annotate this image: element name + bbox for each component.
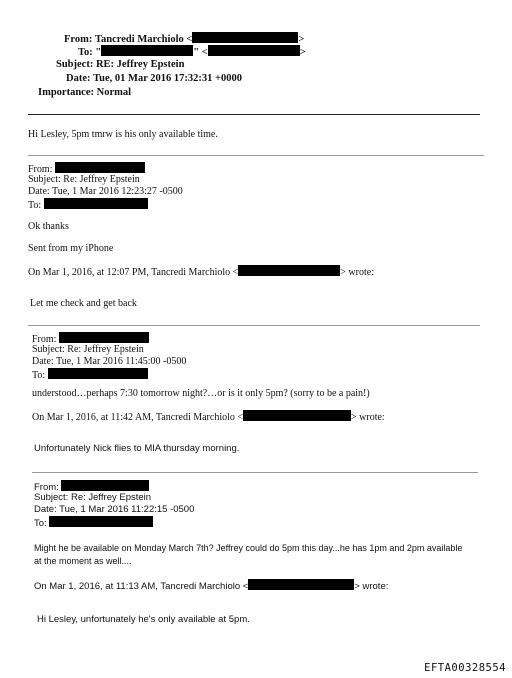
header-from-close: > [298,34,305,45]
message3-to-label: To: [32,370,46,381]
redaction-bar [59,332,149,343]
message4-to-row [34,516,153,530]
message-divider [28,325,480,326]
redaction-bar [243,410,351,421]
message3-quote-header [32,410,385,424]
redaction-bar [208,45,300,56]
message2-body1: Ok thanks [28,221,69,232]
header-date-row [66,72,242,85]
redaction-bar [48,368,148,379]
message2-quote-prefix: On Mar 1, 2016, at 12:07 PM, Tancredi Marchiolo < [28,267,239,278]
message4-date: Date: Tue, 1 Mar 2016 11:22:15 -0500 [34,504,195,515]
bates-number: EFTA00328554 [424,662,506,674]
header-from-row [64,32,304,46]
header-subject-label: Subject: [56,59,94,70]
message2-date: Date: Tue, 1 Mar 2016 12:23:27 -0500 [28,186,183,197]
redaction-bar [248,579,354,590]
message-divider [32,472,478,473]
message3-quoted: Unfortunately Nick flies to MIA thursday morning. [34,443,240,454]
message3-body: understood…perhaps 7:30 tomorrow night?…or is it only 5pm? (sorry to be a pain!) [32,388,370,399]
header-from-value: Tancredi Marchiolo < [95,34,193,45]
message-divider [28,155,484,156]
message4-to-label: To: [34,518,47,529]
header-date-value: Tue, 01 Mar 2016 17:32:31 +0000 [93,73,243,84]
header-to-mid: " < [193,47,208,58]
message4-quote-prefix: On Mar 1, 2016, at 11:13 AM, Tancredi Marchiolo < [34,581,249,592]
message4-quote-suffix: > wrote: [354,581,389,592]
header-importance-row [38,86,131,99]
message3-quote-prefix: On Mar 1, 2016, at 11:42 AM, Tancredi Marchiolo < [32,412,244,423]
header-subject-value: RE: Jeffrey Epstein [95,59,185,70]
message2-quote-suffix: > wrote: [340,267,374,278]
header-divider [28,114,480,115]
header-importance-value: Normal [96,87,132,98]
redaction-bar [61,480,149,491]
header-to-row [78,45,306,59]
redaction-bar [192,32,298,43]
message4-subject: Subject: Re: Jeffrey Epstein [34,492,152,503]
message3-from-label: From: [32,334,57,345]
message3-date: Date: Tue, 1 Mar 2016 11:45:00 -0500 [32,356,187,367]
message2-to-row [28,198,148,212]
message2-subject: Subject: Re: Jeffrey Epstein [28,174,140,185]
message2-from-label: From: [28,164,53,175]
message1-body: Hi Lesley, 5pm tmrw is his only available time. [28,129,218,140]
header-date-label: Date: [66,73,91,84]
redaction-bar [55,162,145,173]
message2-to-label: To: [28,200,42,211]
redaction-bar [44,198,148,209]
message2-quoted: Let me check and get back [30,298,137,309]
header-subject-row [56,58,184,71]
header-to-open: " [95,47,102,58]
message2-quote-header [28,265,374,279]
message4-quoted: Hi Lesley, unfortunately he's only available at 5pm. [37,614,250,625]
message4-body-line2: at the moment as well.... [34,556,132,566]
message3-quote-suffix: > wrote: [351,412,385,423]
message2-body2: Sent from my iPhone [28,243,114,254]
header-from-label: From: [64,34,93,45]
redaction-bar [49,516,153,527]
message3-to-row [32,368,148,382]
header-to-label: To: [78,47,93,58]
message3-subject: Subject: Re: Jeffrey Epstein [32,344,144,355]
message4-from-label: From: [34,482,59,493]
header-importance-label: Importance: [38,87,94,98]
header-to-close: > [299,47,306,58]
redaction-bar [238,265,340,276]
redaction-bar [101,45,193,56]
message4-quote-header [34,579,388,593]
message4-body-line1: Might he be available on Monday March 7th? Jeffrey could do 5pm this day...he has 1pm and 2pm available [34,543,463,553]
